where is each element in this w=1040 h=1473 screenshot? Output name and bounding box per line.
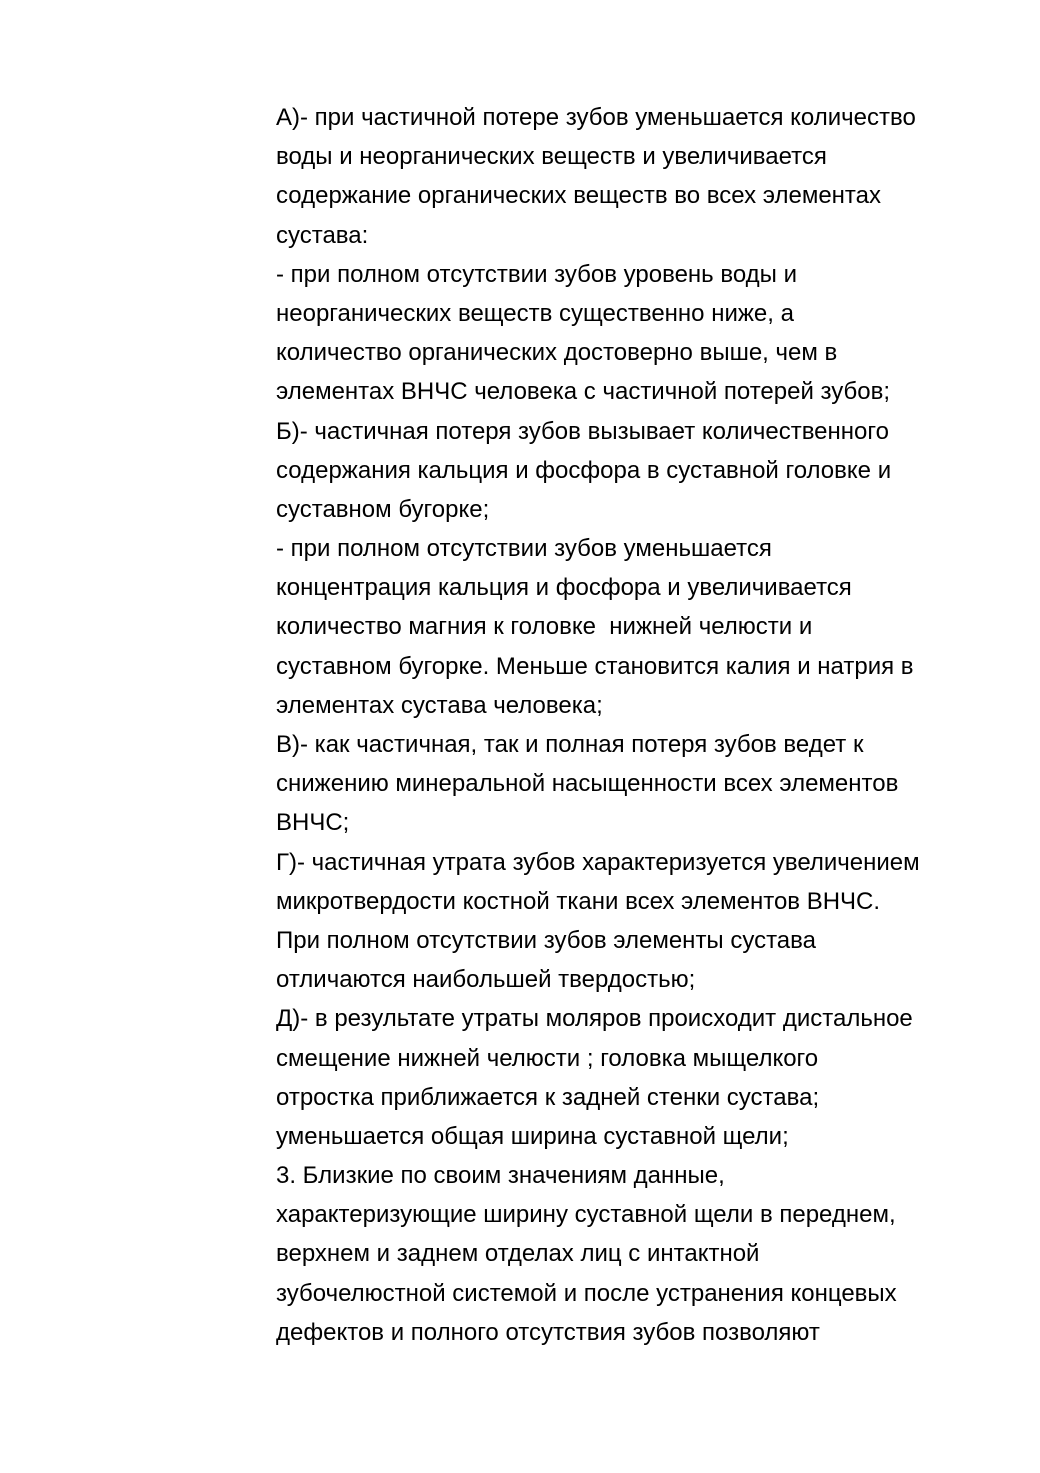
text-line: снижению минеральной насыщенности всех элементов [276,770,899,798]
text-line: характеризующие ширину суставной щели в переднем, [276,1201,896,1229]
text-line: количество магния к головке нижней челюсти и [276,613,813,641]
text-line: - при полном отсутствии зубов уменьшается [276,535,772,563]
text-line: содержания кальция и фосфора в суставной головке и [276,456,892,484]
text-line: содержание органических веществ во всех элементах [276,182,881,210]
text-line: неорганических веществ существенно ниже, а [276,299,794,327]
text-line: - при полном отсутствии зубов уровень воды и [276,260,797,288]
text-line: суставном бугорке; [276,495,490,523]
text-line: Д)- в результате утраты моляров происходит дистальное [276,1005,913,1033]
text-line: воды и неорганических веществ и увеличивается [276,143,827,171]
text-line: 3. Близкие по своим значениям данные, [276,1162,725,1190]
text-line: ВНЧС; [276,809,350,837]
text-line: элементах ВНЧС человека с частичной потерей зубов; [276,378,891,406]
text-line: смещение нижней челюсти ; головка мыщелкого [276,1044,819,1072]
text-line: отростка приближается к задней стенки сустава; [276,1083,820,1111]
text-line: Г)- частичная утрата зубов характеризуется увеличением [276,848,920,876]
text-line: суставном бугорке. Меньше становится калия и натрия в [276,652,914,680]
text-line: элементах сустава человека; [276,691,603,719]
text-line: сустава: [276,221,369,249]
text-line: Б)- частичная потеря зубов вызывает количественного [276,417,889,445]
text-line: уменьшается общая ширина суставной щели; [276,1122,789,1150]
text-line: При полном отсутствии зубов элементы сустава [276,926,816,954]
text-line: дефектов и полного отсутствия зубов позволяют [276,1318,820,1346]
text-line: микротвердости костной ткани всех элементов ВНЧС. [276,887,881,915]
body-text [276,98,976,1352]
text-line: В)- как частичная, так и полная потеря зубов ведет к [276,731,864,758]
text-line: отличаются наибольшей твердостью; [276,966,696,994]
text-line: концентрация кальция и фосфора и увеличивается [276,574,852,602]
text-line: А)- при частичной потере зубов уменьшается количество [276,104,916,131]
text-line: зубочелюстной системой и после устранения концевых [276,1279,897,1307]
text-line: количество органических достоверно выше, чем в [276,339,838,367]
text-line: верхнем и заднем отделах лиц с интактной [276,1240,760,1268]
